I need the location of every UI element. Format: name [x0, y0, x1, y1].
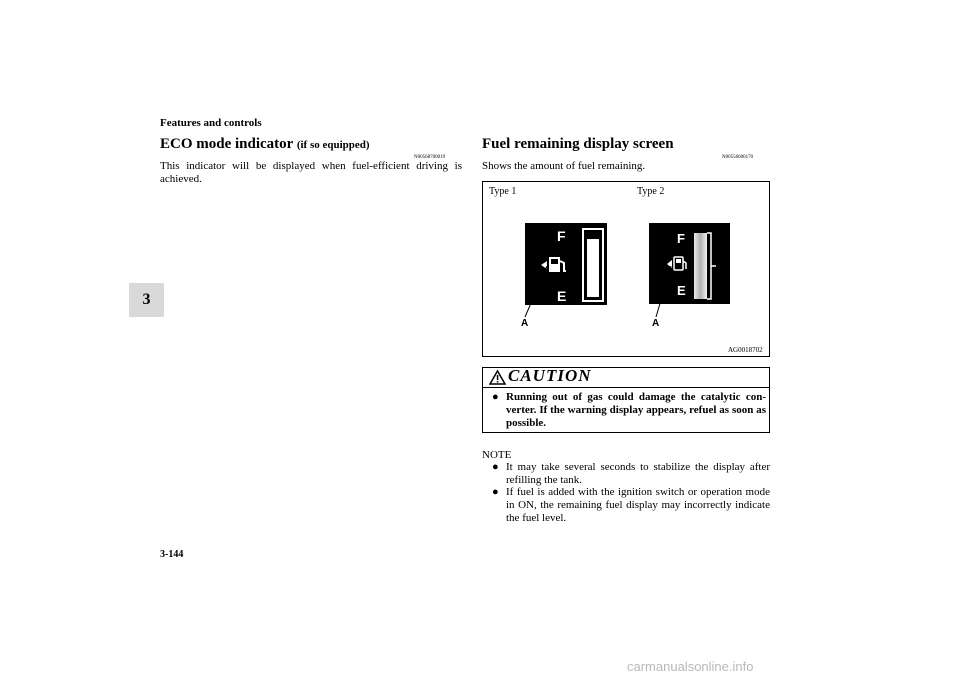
- figure-id: AG0018702: [728, 346, 763, 354]
- bullet-icon: ●: [492, 391, 499, 403]
- chapter-tab: 3: [129, 283, 164, 317]
- bullet-icon: ●: [492, 486, 499, 498]
- eco-mode-heading-qualifier: (if so equipped): [296, 139, 370, 151]
- caution-item-text: Running out of gas could damage the catalytic con- verter. If the warning display appears, refuel as soon as possible.: [506, 391, 766, 429]
- note-item-2: [492, 486, 770, 525]
- type2-label: Type 2: [637, 186, 665, 197]
- page-number: 3-144: [160, 549, 184, 560]
- type1-gauge-empty: E: [557, 288, 567, 304]
- note-item-1-text: It may take several seconds to stabilize the display after refilling the tank.: [506, 461, 770, 486]
- fuel-display-heading: Fuel remaining display screen: [482, 136, 674, 152]
- type2-gauge-full: F: [677, 231, 685, 246]
- eco-mode-code: N00568700019: [414, 155, 446, 160]
- type1-label: Type 1: [489, 186, 517, 197]
- callout-a-type1: A: [521, 318, 529, 329]
- callout-a-type2: A: [652, 318, 660, 329]
- watermark: carmanualsonline.info: [627, 659, 754, 674]
- eco-mode-heading: [160, 136, 370, 153]
- eco-mode-heading-text: ECO mode indicator: [160, 136, 294, 152]
- note-label: NOTE: [482, 449, 512, 461]
- section-header: Features and controls: [160, 117, 262, 129]
- type2-gauge-empty: E: [677, 283, 686, 298]
- caution-item: [492, 391, 766, 430]
- caution-title: CAUTION: [508, 366, 592, 385]
- fuel-display-code: N00556600170: [722, 155, 754, 160]
- warning-triangle-icon: [489, 370, 506, 385]
- type1-gauge-full: F: [557, 228, 566, 244]
- eco-mode-body: This indicator will be displayed when fuel-efficient driving is achieved.: [160, 160, 462, 185]
- bullet-icon: ●: [492, 461, 499, 473]
- note-item-2-text: If fuel is added with the ignition switch or operation mode in ON, the remaining fuel display may incorrectly indicate the fuel level.: [506, 486, 770, 524]
- note-item-1: [492, 461, 770, 487]
- caution-divider: [482, 387, 770, 388]
- fuel-display-intro: Shows the amount of fuel remaining.: [482, 160, 646, 172]
